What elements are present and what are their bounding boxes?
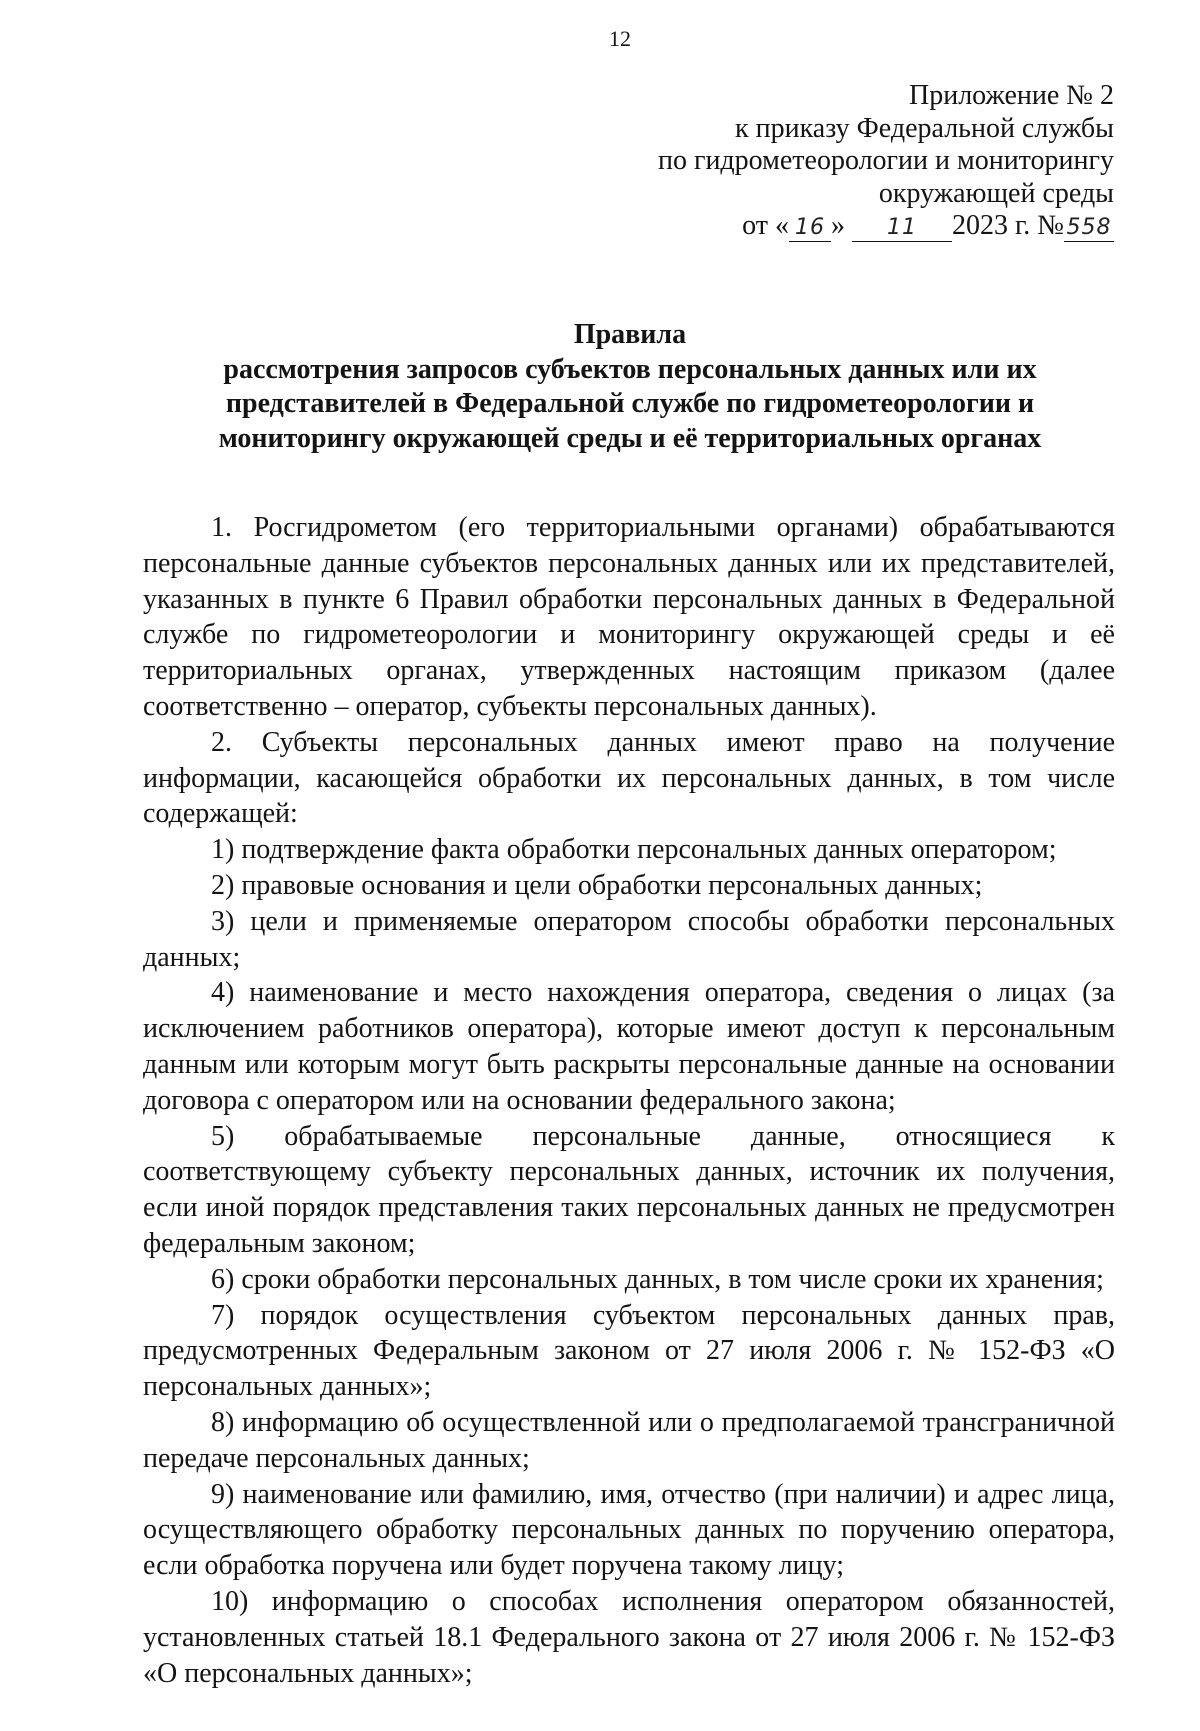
list-item-9: 9) наименование или фамилию, имя, отчество (при наличии) и адрес лица, осуществляющего обработку персональных данных по поручению оператора, если обработка поручена или будет поручена такому лицу; (143, 1478, 1115, 1582)
list-item-1: 1) подтверждение факта обработки персональных данных оператором; (211, 834, 1057, 866)
page-number: 12 (609, 26, 631, 51)
appendix-line-1: Приложение № 2 (909, 80, 1114, 111)
date-day-field (789, 213, 831, 242)
list-item-5: 5) обрабатываемые персональные данные, относящиеся к соответствующему субъекту персональных данных, источник их получения, если иной порядок представления таких персональных данных не предусмотрен федеральным законом; (143, 1120, 1115, 1259)
title-line-2: рассмотрения запросов субъектов персональных данных или их (223, 353, 1037, 385)
appendix-line-2: к приказу Федеральной службы (735, 112, 1114, 144)
date-mid: » (830, 210, 845, 241)
date-month-handwritten: 11 (886, 215, 917, 240)
list-item-3: 3) цели и применяемые оператором способы обработки персональных данных; (143, 905, 1115, 973)
appendix-line-4: окружающей среды (878, 177, 1114, 209)
order-number-field (1064, 213, 1114, 242)
order-number-handwritten: 558 (1066, 215, 1112, 240)
list-item-2: 2) правовые основания и цели обработки персональных данных; (211, 869, 983, 901)
document-body (143, 510, 1115, 1691)
date-prefix: от « (742, 210, 789, 241)
list-item-4: 4) наименование и место нахождения оператора, сведения о лицах (за исключением работников оператора), которые имеют доступ к персональным данным или которым могут быть раскрыты персональные данные на основании договора с оператором или на основании федерального закона; (143, 977, 1115, 1116)
order-date-line (554, 210, 1114, 243)
date-year: 2023 г. № (951, 210, 1064, 241)
date-day-handwritten: 16 (794, 215, 825, 240)
document-title (160, 318, 1100, 456)
list-item-10: 10) информацию о способах исполнения оператором обязанностей, установленных статьей 18.1 Федерального закона от 27 июля 2006 г. № 152-ФЗ «О персональных данных»; (143, 1585, 1115, 1689)
title-line-3: представителей в Федеральной службе по гидрометеорологии и (225, 388, 1035, 419)
list-item-7: 7) порядок осуществления субъектом персональных данных прав, предусмотренных Федеральным законом от 27 июля 2006 г. № 152-ФЗ «О персональных данных»; (143, 1299, 1115, 1403)
date-month-field (852, 213, 952, 242)
list-item-8: 8) информацию об осуществленной или о предполагаемой трансграничной передаче персональных данных; (143, 1406, 1115, 1474)
list-item-6: 6) сроки обработки персональных данных, в том числе сроки их хранения; (211, 1263, 1104, 1295)
appendix-header (554, 80, 1114, 243)
paragraph-2: 2. Субъекты персональных данных имеют право на получение информации, касающейся обработки их персональных данных, в том числе содержащей: (143, 726, 1115, 830)
title-line-4: мониторингу окружающей среды и её территориальных органах (218, 422, 1042, 454)
appendix-line-3: по гидрометеорологии и мониторингу (657, 145, 1114, 176)
paragraph-1: 1. Росгидрометом (его территориальными органами) обрабатываются персональные данные субъектов персональных данных или их представителей, указанных в пункте 6 Правил обработки персональных данных в Федеральной службе по гидрометеорологии и мониторингу окружающей среды и её территориальных органах, утвержденных настоящим приказом (далее соответственно – оператор, субъекты персональных данных). (143, 512, 1115, 722)
title-line-1: Правила (573, 319, 687, 350)
